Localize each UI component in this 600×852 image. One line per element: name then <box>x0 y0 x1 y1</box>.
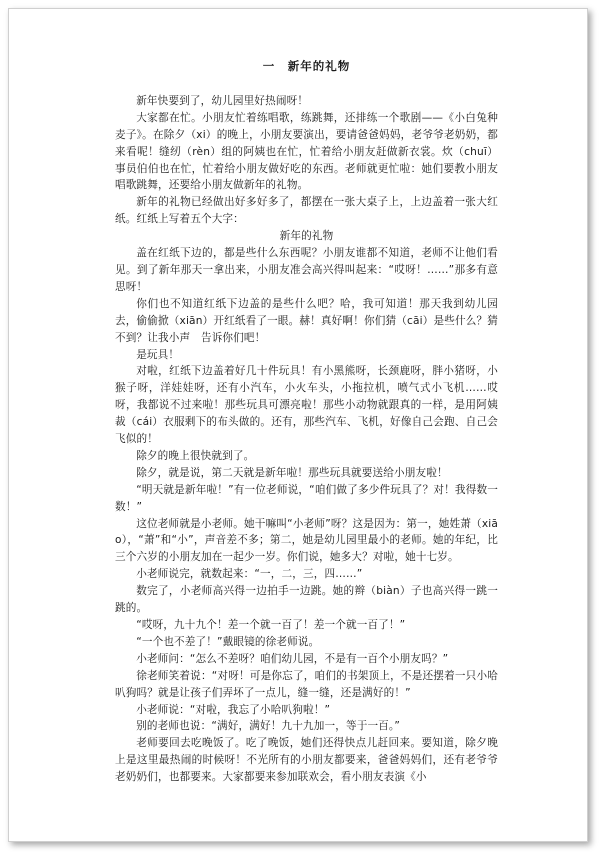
paragraph: 除夕，就是说，第二天就是新年啦！那些玩具就要送给小朋友啦！ <box>136 466 448 479</box>
paragraph: 老师要回去吃晚饭了。吃了晚饭，她们还得快点儿赶回来。要知道，除夕晚上是这里最热闹的时候呀！不光所有的小朋友都要来，爸爸妈妈们，还有老爷爷老奶奶们，也都要来。大家都要来参加联欢会，看小朋友表演《小 <box>115 737 498 784</box>
paragraph: 新年快要到了，幼儿园里好热闹呀！ <box>136 94 309 107</box>
paragraph: 数完了，小老师高兴得一边拍手一边跳。她的辫（biàn）子也高兴得一跳一跳的。 <box>115 585 498 615</box>
document-body <box>115 93 498 786</box>
paragraph: 新年的礼物已经做出好多好多了，都摆在一张大桌子上，上边盖着一张大红纸。红纸上写着五个大字： <box>115 196 498 226</box>
paragraph: 是玩具！ <box>136 348 180 361</box>
paragraph: 对啦，红纸下边盖着好几十件玩具！有小黑熊呀，长颈鹿呀，胖小猪呀，小猴子呀，洋娃娃呀，还有小汽车，小火车头，小拖拉机，喷气式小飞机……哎呀，我都说不过来啦！那些玩具可漂亮啦！那些小动物就跟真的一样，是用阿姨裁（cái）衣服剩下的布头做的。还有，那些汽车、飞机，好像自己会跑、自己会飞似的！ <box>115 365 498 446</box>
section-subhead: 新年的礼物 <box>279 230 334 243</box>
paragraph: “明天就是新年啦！”有一位老师说，“咱们做了多少件玩具了？对！我得数一数！” <box>115 483 498 513</box>
document-page <box>115 58 498 786</box>
paragraph: 小老师问：“怎么不差呀？咱们幼儿园，不是有一百个小朋友吗？” <box>136 652 449 665</box>
paragraph: 大家都在忙。小朋友忙着练唱歌，练跳舞，还排练一个歌剧——《小白兔种麦子》。在除夕（xi）的晚上，小朋友要演出，要请爸爸妈妈，老爷爷老奶奶，都来看呢！缝纫（rèn）组的阿姨也在忙，忙着给小朋友赶做新衣裳。炊（chuī）事员伯伯也在忙，忙着给小朋友做好吃的东西。老师就更忙啦：她们要教小朋友唱歌跳舞，还要给小朋友做新年的礼物。 <box>115 111 498 192</box>
paragraph: 除夕的晚上很快就到了。 <box>136 449 255 462</box>
paragraph: “一个也不差了！”戴眼镜的徐老师说。 <box>136 635 320 648</box>
paragraph: 小老师说：“对啦，我忘了小哈叭狗啦！” <box>136 703 331 716</box>
document-title: 一 新年的礼物 <box>262 59 351 73</box>
paragraph: 这位老师就是小老师。她干嘛叫“小老师”呀？这是因为：第一，她姓萧（xiāo），“萧”和“小”，声音差不多；第二，她是幼儿园里最小的老师。她的年纪，比三个六岁的小朋友加在一起少一岁。你们说，她多大？对啦，她十七岁。 <box>115 517 498 564</box>
paragraph: 徐老师笑着说：“对呀！可是你忘了，咱们的书架顶上，不是还摆着一只小哈叭狗吗？就是让孩子们弄坏了一点儿，缝一缝，还是满好的！” <box>115 669 498 699</box>
paragraph: 小老师说完，就数起来：“一，二，三，四……” <box>136 568 363 581</box>
paragraph: “哎呀，九十九个！差一个就一百了！差一个就一百了！” <box>136 619 406 631</box>
paragraph: 别的老师也说：“满好，满好！九十九加一，等于一百。” <box>136 720 401 733</box>
paragraph: 盖在红纸下边的，都是些什么东西呢？小朋友谁都不知道，老师不让他们看见。到了新年那天一拿出来，小朋友准会高兴得叫起来：“哎呀！……”那多有意思呀！ <box>115 247 498 293</box>
paragraph: 你们也不知道红纸下边盖的是些什么吧？哈，我可知道！那天我到幼儿园去，偷偷掀（xiān）开红纸看了一眼。赫！真好啊！你们猜（cāi）是些什么？猜不到？让我小声 告诉你们吧！ <box>115 297 498 344</box>
